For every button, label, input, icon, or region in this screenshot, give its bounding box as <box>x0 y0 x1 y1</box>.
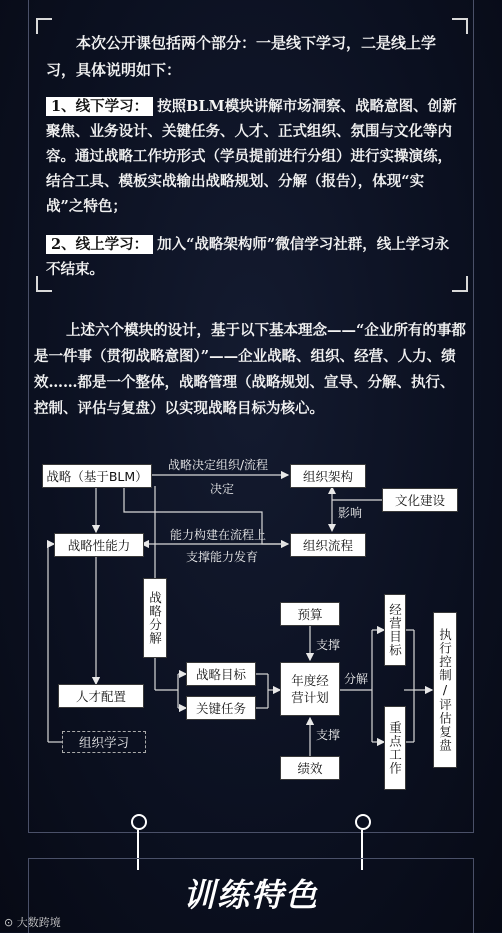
label-capability-process: 能力构建在流程上 <box>170 528 267 542</box>
label-support-bottom: 支撑 <box>316 728 341 742</box>
connector-knob-left <box>131 814 147 830</box>
performance-box: 绩效 <box>280 756 340 780</box>
section-title: 训练特色 <box>182 876 319 914</box>
watermark: ⊙ 大数跨境 <box>4 916 61 929</box>
budget-box: 预算 <box>280 602 340 626</box>
label-support-top: 支撑 <box>316 638 341 652</box>
online-tag: 2、线上学习： <box>46 235 153 254</box>
label-split: 分解 <box>344 672 369 686</box>
org-learning-box: 组织学习 <box>62 731 146 753</box>
intro-content: 本次公开课包括两个部分：一是线下学习，二是线上学习，具体说明如下： <box>46 34 437 79</box>
label-influence: 影响 <box>338 506 363 520</box>
offline-tag: 1、线下学习： <box>46 97 153 116</box>
key-tasks-box: 关键任务 <box>186 696 256 720</box>
strategy-box: 战略（基于BLM） <box>42 464 152 488</box>
capability-box: 战略性能力 <box>54 533 144 557</box>
label-support-capability: 支撑能力发育 <box>186 550 259 564</box>
offline-text: 按照BLM模块讲解市场洞察、战略意图、创新聚焦、业务设计、关键任务、人才、正式组织、氛围与文化等内容。通过战略工作坊形式（学员提前进行分组）进行实操演练，结合工具、模板实战输出战略规划、分解（报告），体现“实战”之特色； <box>46 98 457 215</box>
talent-box: 人才配置 <box>58 684 144 708</box>
strategic-goals-box: 战略目标 <box>186 662 256 686</box>
label-decides: 决定 <box>210 482 235 496</box>
decompose-box: 战略分解 <box>143 578 167 658</box>
operation-goal-box: 经营目标 <box>384 594 406 666</box>
concept-text: 上述六个模块的设计，基于以下基本理念——“企业所有的事都是一件事（贯彻战略意图）”——企业战略、组织、经营、人力、绩效……都是一个整体，战略管理（战略规划、宣导、分解、执行、控制、评估与复盘）以实现战略目标为核心。 <box>34 322 466 417</box>
watermark-text: 大数跨境 <box>16 916 61 929</box>
key-work-box: 重点工作 <box>384 706 406 790</box>
annual-plan-box: 年度经营计划 <box>280 662 340 716</box>
culture-box: 文化建设 <box>382 488 458 512</box>
execution-box: 执行控制/评估复盘 <box>433 612 457 768</box>
org-process-box: 组织流程 <box>290 533 366 557</box>
connector-knob-right <box>355 814 371 830</box>
label-decides-org: 战略决定组织/流程 <box>168 458 269 472</box>
org-architecture-box: 组织架构 <box>290 464 366 488</box>
online-text: 加入“战略架构师”微信学习社群，线上学习永不结束。 <box>46 236 450 278</box>
